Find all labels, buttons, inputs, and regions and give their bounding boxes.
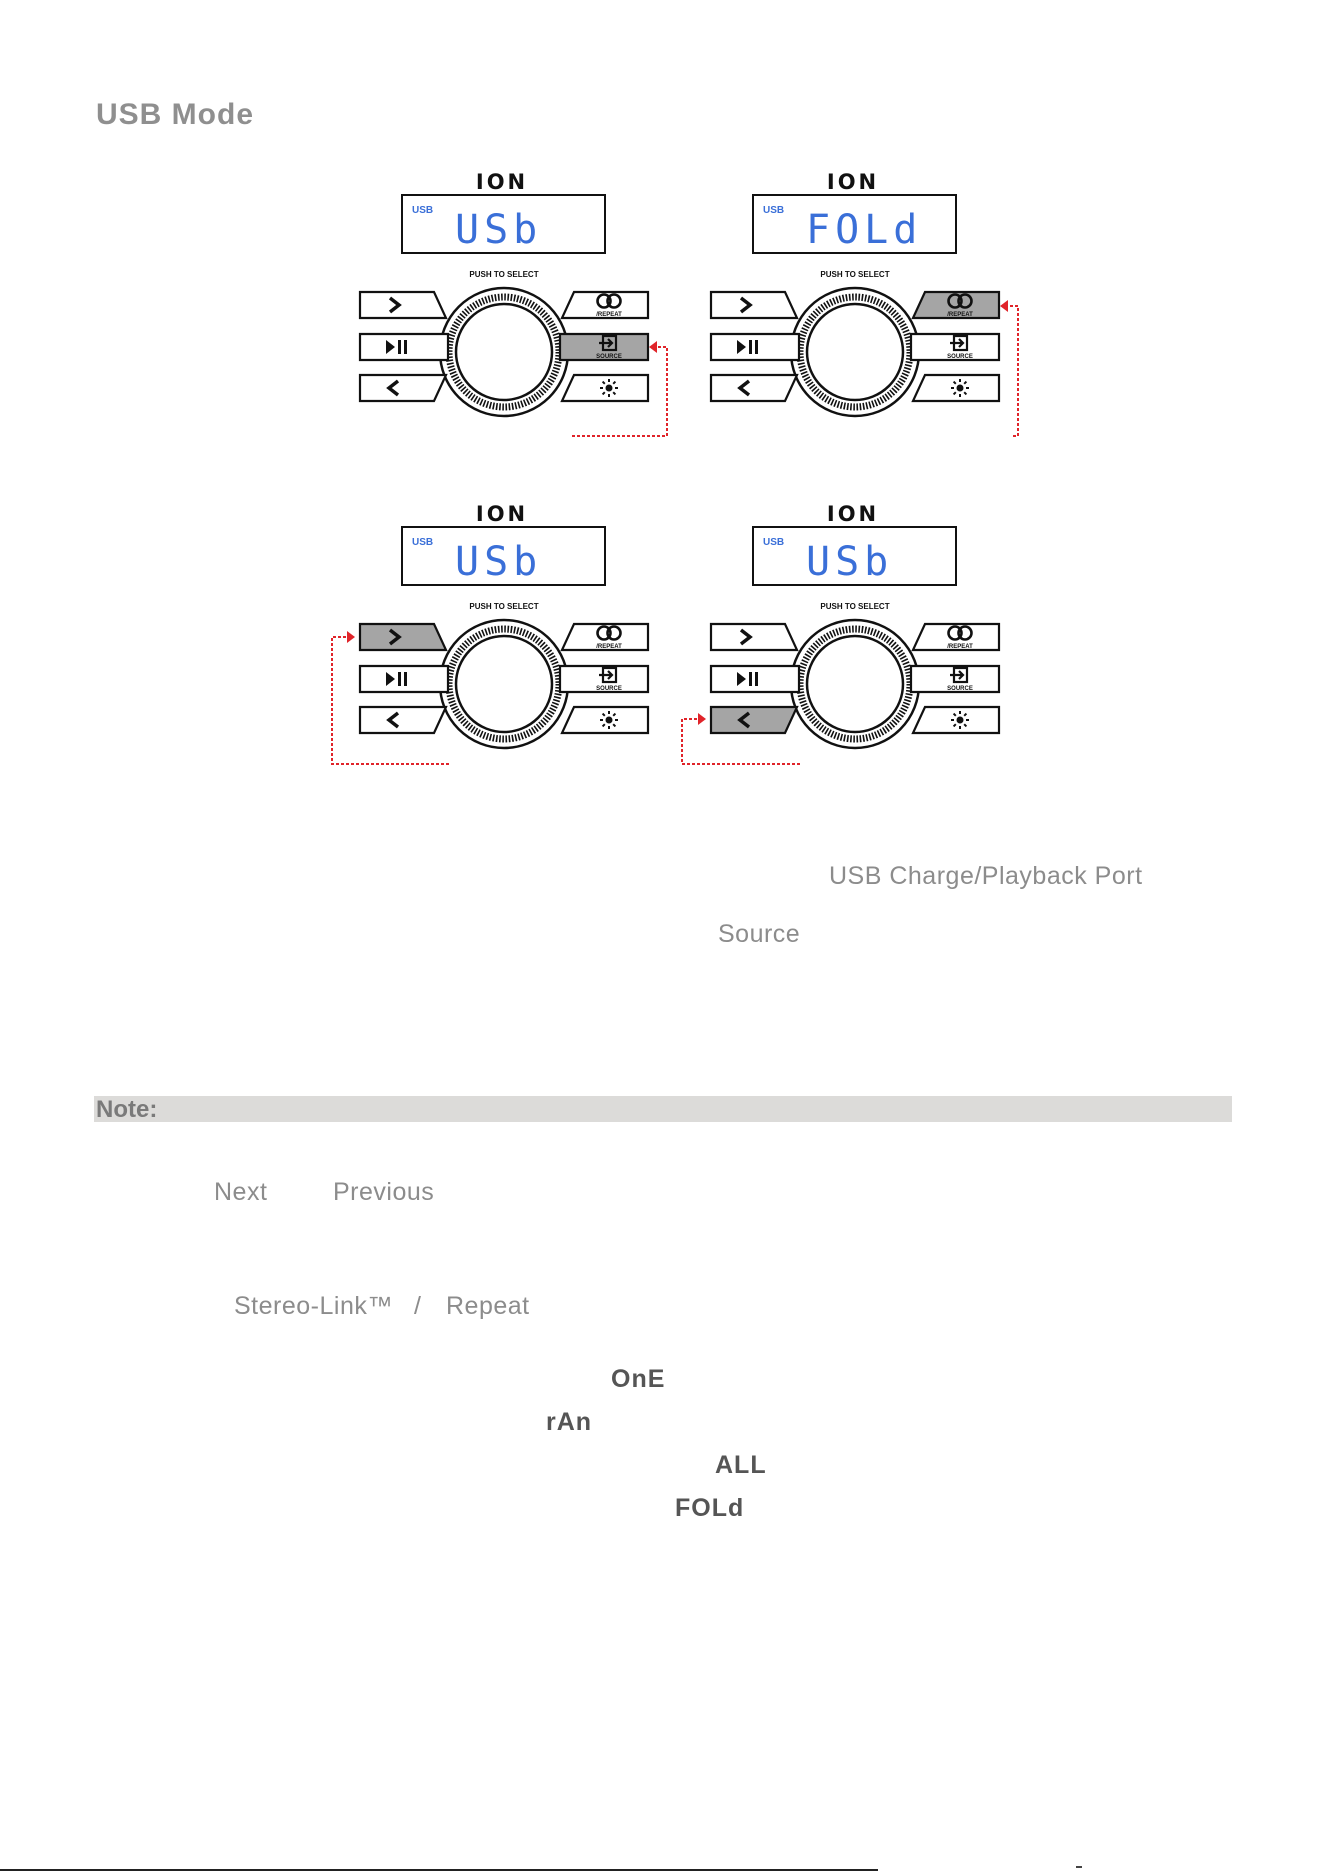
repeat-button[interactable]: [562, 624, 648, 650]
light-button[interactable]: [913, 375, 999, 401]
svg-text:ION: ION: [826, 170, 880, 194]
play-pause-button[interactable]: [711, 334, 799, 360]
previous-label: Previous: [333, 1178, 435, 1206]
callout-arrow: [1008, 306, 1018, 436]
note-bar: [94, 1096, 1232, 1122]
play-pause-button[interactable]: [360, 666, 448, 692]
lcd-usb-indicator: USB: [763, 205, 785, 216]
repeat-button[interactable]: [562, 292, 648, 318]
svg-text:/REPEAT: /REPEAT: [947, 644, 973, 650]
svg-text:SOURCE: SOURCE: [596, 354, 622, 360]
prev-button[interactable]: [360, 375, 446, 401]
next-button[interactable]: [711, 292, 797, 318]
stereo-link-label: Stereo-Link™: [234, 1292, 393, 1320]
lcd-usb-indicator: USB: [763, 537, 785, 548]
lcd-readout: USb: [455, 207, 543, 253]
svg-text:ION: ION: [826, 502, 880, 526]
footer-rule: [0, 1869, 878, 1871]
ion-logo: [476, 502, 528, 526]
svg-text:/REPEAT: /REPEAT: [947, 312, 973, 318]
select-knob[interactable]: [791, 288, 919, 416]
all-mode-label: ALL: [715, 1451, 767, 1479]
source-button[interactable]: [560, 666, 648, 692]
panel-usb-source: [360, 170, 667, 436]
light-button[interactable]: [913, 707, 999, 733]
lcd-usb-indicator: USB: [412, 537, 434, 548]
play-pause-button[interactable]: [711, 666, 799, 692]
one-mode-label: OnE: [611, 1365, 666, 1393]
lcd-readout: FOLd: [806, 207, 923, 253]
source-button[interactable]: [911, 334, 999, 360]
ion-logo: [476, 170, 528, 194]
source-label: Source: [718, 920, 801, 948]
next-button[interactable]: [360, 624, 446, 650]
source-button[interactable]: [560, 334, 648, 360]
random-mode-label: rAn: [546, 1408, 593, 1436]
repeat-button[interactable]: [913, 292, 999, 318]
repeat-label: Repeat: [446, 1292, 530, 1320]
usb-port-label: USB Charge/Playback Port: [829, 862, 1143, 890]
light-button[interactable]: [562, 707, 648, 733]
note-label: Note:: [96, 1096, 158, 1123]
next-button[interactable]: [360, 292, 446, 318]
panel-usb-next: [332, 502, 648, 764]
source-button[interactable]: [911, 666, 999, 692]
svg-text:SOURCE: SOURCE: [596, 686, 622, 692]
ion-logo: [827, 170, 879, 194]
push-to-select-label: PUSH TO SELECT: [469, 270, 539, 279]
fold-mode-label: FOLd: [675, 1494, 745, 1522]
repeat-button[interactable]: [913, 624, 999, 650]
section-title: USB Mode: [96, 98, 254, 131]
callout-arrow: [332, 637, 449, 764]
next-button[interactable]: [711, 624, 797, 650]
select-knob[interactable]: [440, 620, 568, 748]
control-panel-figures: [0, 0, 1324, 800]
svg-text:SOURCE: SOURCE: [947, 354, 973, 360]
ion-logo: [827, 502, 879, 526]
panel-fold-repeat: [711, 170, 1018, 436]
footer-tick: [1076, 1866, 1082, 1868]
push-to-select-label: PUSH TO SELECT: [469, 602, 539, 611]
play-pause-button[interactable]: [360, 334, 448, 360]
select-knob[interactable]: [791, 620, 919, 748]
lcd-usb-indicator: USB: [412, 205, 434, 216]
svg-text:/REPEAT: /REPEAT: [596, 644, 622, 650]
panel-usb-prev: [682, 502, 999, 764]
slash-label: /: [414, 1292, 422, 1320]
svg-text:SOURCE: SOURCE: [947, 686, 973, 692]
push-to-select-label: PUSH TO SELECT: [820, 602, 890, 611]
push-to-select-label: PUSH TO SELECT: [820, 270, 890, 279]
light-button[interactable]: [562, 375, 648, 401]
prev-button[interactable]: [711, 375, 797, 401]
select-knob[interactable]: [440, 288, 568, 416]
next-label: Next: [214, 1178, 268, 1206]
prev-button[interactable]: [360, 707, 446, 733]
svg-text:/REPEAT: /REPEAT: [596, 312, 622, 318]
lcd-readout: USb: [806, 539, 894, 585]
svg-text:ION: ION: [475, 170, 529, 194]
lcd-readout: USb: [455, 539, 543, 585]
svg-text:ION: ION: [475, 502, 529, 526]
prev-button[interactable]: [711, 707, 797, 733]
